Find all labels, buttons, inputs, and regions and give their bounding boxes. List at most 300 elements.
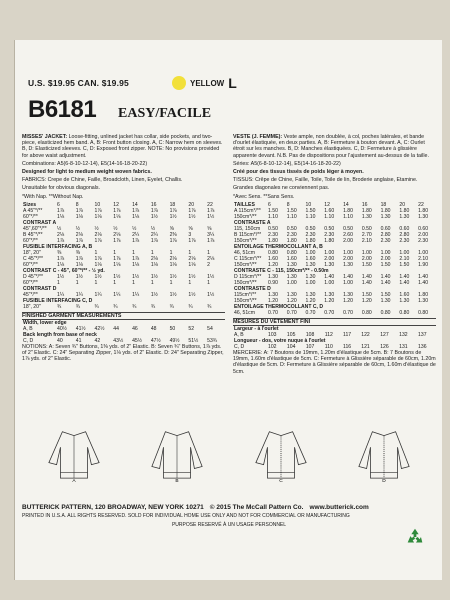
table-cell: 1.30 (399, 297, 410, 304)
table-cell: 1.60 (324, 207, 335, 214)
website-link[interactable]: www.butterick.com (309, 504, 369, 511)
table-cell: 1.20 (268, 297, 278, 304)
table-cell: 1½ (113, 273, 121, 280)
table-cell: 2.00 (324, 255, 335, 262)
table-cell: ¾ (169, 303, 174, 310)
nap-note: *With Nap. **Without Nap. (22, 193, 84, 200)
finished-measurements-title: FINISHED GARMENT MEASUREMENTS (22, 312, 225, 320)
table-cell: 54 (207, 326, 213, 333)
table-cell: 41½ (75, 326, 86, 333)
table-cell: 1.20 (324, 297, 335, 304)
section-heading: ENTOILAGE THERMOCOLLANT A, B (234, 243, 323, 250)
table-cell: 1.30 (305, 273, 316, 280)
table-cell: 1⅞ (113, 207, 121, 214)
table-cell: 1½ (207, 273, 215, 280)
yellow-label: YELLOW (190, 78, 225, 88)
table-cell: 1½ (132, 273, 140, 280)
row-label: 18", 20" (23, 249, 41, 256)
table-cell: 1.40 (324, 273, 335, 280)
table-cell: 1.00 (399, 249, 410, 256)
table-cell: 104 (286, 344, 296, 351)
table-cell: 1 (188, 279, 192, 286)
table-cell: 1½ (150, 291, 158, 298)
table-cell: 2¼ (132, 231, 140, 238)
table-cell: 1.00 (343, 249, 353, 256)
table-cell: 1½ (57, 273, 65, 280)
table-cell: ½ (150, 225, 156, 232)
description (22, 134, 225, 159)
size-letter: L (228, 75, 237, 91)
table-cell: 1⅛ (188, 261, 196, 268)
table-cell: 1 (57, 279, 60, 286)
table-cell: 0.80 (380, 309, 391, 316)
row-label: TAILLES (234, 201, 255, 208)
description-title: VESTE (J. FEMME): (233, 134, 283, 140)
table-cell: 12 (324, 201, 330, 208)
table-cell: 42 (94, 338, 101, 345)
table-cell: 1¼ (94, 291, 102, 298)
table-cell: 1¼ (75, 291, 83, 298)
table-cell: 1.50 (399, 261, 410, 268)
table-cell: 1.30 (305, 291, 316, 298)
table-cell: 1⅛ (113, 261, 121, 268)
table-cell: ½ (75, 225, 81, 232)
french-column (233, 134, 436, 377)
table-cell: 50 (169, 326, 176, 333)
row-label: 60"*/** (23, 261, 38, 268)
table-cell: 1½ (150, 213, 158, 220)
sketch-label: A (72, 479, 76, 482)
table-cell: 1.80 (380, 207, 391, 214)
table-cell: 1.30 (268, 291, 278, 298)
table-cell: 1⅛ (169, 261, 177, 268)
table-cell: 1⅞ (150, 237, 158, 244)
table-cell: 1⅛ (113, 213, 121, 220)
table-row (22, 304, 225, 310)
table-cell: 1.00 (305, 279, 316, 286)
table-cell: 10 (94, 201, 101, 208)
table-cell: 2⅜ (169, 231, 177, 238)
row-label: 60"*/** (23, 213, 38, 220)
table-cell: 1.00 (324, 249, 335, 256)
row-label: 150cm*/** (234, 237, 257, 244)
table-cell: 2.00 (343, 255, 353, 262)
row-label: A, B (234, 332, 244, 339)
table-cell: 1½ (188, 213, 196, 220)
table-cell: 1⅛ (94, 261, 102, 268)
table-cell: 43½ (113, 338, 124, 345)
table-cell: 2⅛ (169, 255, 177, 262)
table-cell: 1.20 (361, 297, 372, 304)
table-cell: 1⅞ (94, 237, 102, 244)
table-cell: 0.80 (399, 309, 410, 316)
table-cell: 0.50 (361, 225, 372, 232)
table-cell: 1.50 (361, 261, 372, 268)
table-cell: 1.10 (343, 213, 353, 220)
price-label: U.S. $19.95 CAN. $19.95 (28, 78, 129, 88)
table-cell: 1⅞ (150, 207, 158, 214)
table-cell: 1.60 (305, 255, 316, 262)
table-cell: 1⅞ (207, 237, 215, 244)
table-cell: 2⅛ (207, 255, 215, 262)
row-label: C 115cm*/** (234, 255, 262, 262)
table-cell: 110 (324, 344, 333, 351)
table-cell: 1½ (188, 291, 196, 298)
table-cell: 1.20 (305, 297, 316, 304)
table-cell: 1⅞ (169, 207, 177, 214)
table-cell: 1⅛ (75, 261, 83, 268)
table-cell: ¾ (207, 303, 212, 310)
table-cell: 1.00 (324, 279, 335, 286)
table-cell: 1⅞ (188, 207, 196, 214)
unsuitable: Unsuitable for obvious diagonals. (22, 185, 101, 192)
envelope-footer (22, 504, 436, 528)
row-label: 18", 20" (23, 303, 41, 310)
table-cell: 1 (169, 249, 173, 256)
table-cell: 2 (207, 261, 210, 268)
table-cell: 1⅛ (57, 213, 65, 220)
table-cell: 1.40 (399, 273, 410, 280)
recycle-icon (404, 526, 426, 548)
yellow-dot-icon (172, 76, 186, 90)
table-cell: 1⅞ (75, 255, 83, 262)
table-cell: 1 (188, 249, 192, 256)
table-cell: 1.80 (305, 237, 316, 244)
row-label: A 115cm*/** (234, 207, 261, 214)
garment-sketches (22, 424, 436, 486)
table-cell: 0.50 (324, 225, 335, 232)
table-cell: 1⅞ (75, 207, 83, 214)
row-label: 150cm*/** (234, 297, 257, 304)
row-label: A 45"*/** (23, 207, 43, 214)
sketch-c (252, 424, 310, 482)
row-label: 46, 51cm (234, 309, 255, 316)
table-cell: 2⅛ (57, 231, 65, 238)
table-cell: 131 (399, 344, 408, 351)
table-cell: 132 (399, 332, 408, 339)
table-cell: 1.30 (399, 213, 410, 220)
table-cell: 0.60 (399, 225, 410, 232)
description-text: Veste ample, non doublée, à col, poches latérales, et bande d'ourlet élastiquée, en deux parties. A, B: Fermeture à bouton devant. A, C: Ourlet étroit sur les manches. B, D: Manches élastiquées. C, D: Fermeture à glissière apparente devant. N.B. Pas de dispositions pour l'ajustement au-dessus de la taille. (233, 134, 429, 159)
row-label: 60"*/** (23, 237, 38, 244)
table-cell: 1⅞ (169, 237, 177, 244)
table-cell: 1.30 (361, 213, 372, 220)
table-cell: 2⅛ (188, 255, 196, 262)
row-label: 150cm*/** (234, 279, 257, 286)
measurements-table (233, 326, 436, 350)
table-cell: ⅝ (169, 225, 174, 232)
table-cell: 1.30 (324, 291, 335, 298)
table-cell: 1⅞ (132, 237, 140, 244)
pattern-number: B6181 (28, 96, 97, 123)
fabrics: FABRICS: Crepe de Chine, Faille, Broadcloth, Linen, Eyelet, Challis. (22, 177, 183, 184)
table-cell: 1 (150, 279, 154, 286)
row-label: 45",60"*/** (23, 225, 47, 232)
table-cell: 107 (305, 344, 315, 351)
printed-notice: PRINTED IN U.S.A. ALL RIGHTS RESERVED. SOLD FOR INDIVIDUAL HOME USE ONLY AND NOT FOR COMMERCIAL OR MANUFACTURING (22, 513, 350, 519)
table-cell: 14 (343, 201, 349, 208)
measurements-table (22, 320, 225, 344)
table-cell: 2.10 (361, 237, 372, 244)
combinations: Combinations: A5(6-8-10-12-14), E5(14-16-18-20-22) (22, 160, 148, 167)
table-cell: 126 (380, 344, 389, 351)
table-cell: 8 (75, 201, 79, 208)
notions: MERCERIE: A: 7 Boutons de 19mm, 1.20m d'élastique de 5cm. B: 7 Boutons de 19mm, 1.60m d'élastique de 5cm. C: Fermeture à Glissière séparable de 60cm, 1.20m d'élastique de 5cm. D: Fermeture à Glissière séparable de 60cm, 1.60m d'élastique de 5cm. (233, 350, 436, 375)
table-cell: 0.50 (343, 225, 353, 232)
row-label: C 45"*/** (23, 255, 43, 262)
table-cell: 1.80 (343, 207, 353, 214)
section-heading: CONTRAST C - 45", 60"*/** - ½ yd. (23, 267, 105, 274)
table-cell: 0.70 (343, 309, 353, 316)
table-cell: 2.80 (380, 231, 391, 238)
table-cell: 6 (268, 201, 271, 208)
table-cell: 2⅛ (94, 231, 102, 238)
section-heading: CONTRASTE D (234, 285, 271, 292)
table-cell: 1.50 (268, 207, 278, 214)
difficulty-label: EASY/FACILE (118, 106, 212, 121)
table-cell: 2.30 (286, 231, 297, 238)
table-cell: 3 (188, 231, 192, 238)
row-label: 60"*/** (23, 279, 38, 286)
table-cell: 1 (75, 279, 79, 286)
table-cell: 1⅛ (150, 261, 158, 268)
table-cell: 116 (343, 344, 352, 351)
table-cell: 105 (286, 332, 296, 339)
sketch-label: D (382, 479, 386, 482)
table-cell: 1.30 (286, 273, 297, 280)
designed-for: Designed for light to medium weight woven fabrics. (22, 169, 152, 176)
table-cell: 1.30 (418, 213, 429, 220)
table-cell: 1.30 (343, 261, 353, 268)
table-cell: 2.30 (324, 231, 335, 238)
table-cell: 2.30 (418, 237, 429, 244)
table-cell: 1.00 (343, 279, 353, 286)
unsuitable: Grandes diagonales ne conviennent pas. (233, 185, 330, 192)
table-cell: 1.50 (361, 291, 372, 298)
table-cell: 1.50 (286, 207, 297, 214)
table-cell: 22 (418, 201, 424, 208)
table-cell: 1½ (169, 213, 177, 220)
table-cell: 0.60 (380, 225, 391, 232)
table-cell: 1.20 (268, 261, 278, 268)
table-cell: 1 (113, 249, 117, 256)
table-cell: 46 (132, 326, 138, 333)
table-cell: 53¾ (207, 338, 218, 345)
row-label: B 115cm*/** (234, 231, 262, 238)
table-cell: 1⅛ (75, 213, 83, 220)
table-cell: ⅜ (75, 249, 81, 256)
designed-for: Créé pour des tissus tissés de poids léger à moyen. (233, 169, 364, 176)
table-cell: 1.10 (268, 213, 278, 220)
table-cell: 42½ (94, 326, 105, 333)
section-heading: Largeur - à l'ourlet (234, 326, 279, 333)
table-cell: 2.00 (418, 231, 429, 238)
table-cell: 1⅞ (132, 207, 140, 214)
table-cell: 0.70 (268, 309, 278, 316)
table-cell: 0.50 (286, 225, 297, 232)
table-cell: 2¼ (150, 231, 158, 238)
table-cell: 2.80 (399, 231, 410, 238)
table-cell: 1.00 (361, 249, 372, 256)
table-cell: 8 (286, 201, 290, 208)
table-cell: 1⅞ (207, 207, 215, 214)
table-cell: 2.00 (380, 255, 391, 262)
table-cell: 1.40 (343, 273, 353, 280)
section-heading: CONTRAST A (23, 219, 57, 226)
table-cell: 1½ (75, 273, 83, 280)
description-text: Loose-fitting, unlined jacket has collar, side pockets, and two-piece, elasticized hem band. A, B: Front button closing. A, C: Narrow hem on sleeves. B, D: Elasticized sleeves. C, D: Exposed front zipper. NOTE: No provisions provided for above waist adjustment. (22, 134, 223, 159)
table-cell: ⅝ (188, 225, 193, 232)
table-cell: ¾ (113, 303, 118, 310)
section-heading: Longueur - dos, votre nuque à l'ourlet (234, 338, 326, 345)
table-cell: 0.60 (418, 225, 429, 232)
table-cell: 12 (113, 201, 119, 208)
table-cell: 1.40 (361, 279, 372, 286)
table-cell: 1.10 (324, 213, 335, 220)
section-heading: ENTOILAGE THERMOCOLLANT C, D (234, 303, 324, 310)
table-cell: 1 (94, 279, 98, 286)
table-cell: 1⅞ (132, 255, 140, 262)
row-label: D 115cm*/** (234, 273, 262, 280)
table-cell: 1.40 (361, 273, 372, 280)
table-cell: 2.30 (268, 231, 278, 238)
table-cell: 1⅞ (57, 207, 65, 214)
table-cell: 1.20 (343, 297, 353, 304)
table-cell: 1.50 (380, 261, 391, 268)
table-cell: 1 (169, 279, 173, 286)
footer-company-line (22, 504, 436, 511)
table-cell: 117 (343, 332, 352, 339)
table-cell: 0.70 (305, 309, 316, 316)
table-cell: 1.30 (268, 273, 278, 280)
table-cell: 102 (268, 344, 277, 351)
table-cell: 0.70 (286, 309, 297, 316)
table-cell: 0.50 (305, 225, 316, 232)
table-cell: 40 (57, 338, 63, 345)
table-cell: 1½ (207, 291, 215, 298)
english-column (22, 134, 225, 377)
table-cell: 1 (132, 279, 135, 286)
table-cell: 1.30 (324, 261, 335, 268)
table-cell: 1.50 (305, 207, 316, 214)
table-cell: 44 (113, 326, 119, 333)
sketch-label: B (175, 479, 179, 482)
section-heading: FUSIBLE INTERFACING A, B (23, 243, 93, 250)
table-cell: 1⅞ (94, 207, 102, 214)
table-cell: 0.50 (268, 225, 278, 232)
table-cell: 1.40 (399, 279, 410, 286)
table-cell: 1.60 (399, 291, 410, 298)
table-cell: 1⅛ (132, 261, 140, 268)
section-heading: Width, lower edge (23, 320, 67, 327)
info-columns (22, 134, 436, 377)
table-cell: 2.00 (361, 255, 372, 262)
table-cell: ¾ (132, 303, 137, 310)
sketch-label: C (279, 479, 283, 482)
table-cell: 16 (361, 201, 368, 208)
table-cell: ¾ (94, 303, 99, 310)
row-label: 150cm*/** (234, 213, 257, 220)
table-cell: 1.30 (380, 213, 391, 220)
section-heading: Back length from base of neck (23, 332, 97, 339)
sketch-b (148, 424, 206, 482)
table-cell: 1⅞ (57, 237, 65, 244)
table-cell: 3¼ (207, 231, 215, 238)
table-cell: 1¼ (113, 291, 121, 298)
table-cell: 2.00 (343, 237, 353, 244)
table-cell: 1.10 (305, 213, 316, 220)
table-cell: 1.80 (399, 207, 410, 214)
table-cell: 103 (268, 332, 277, 339)
row-label: B 45"*/** (23, 231, 43, 238)
table-cell: 1.40 (380, 279, 391, 286)
table-cell: 48 (150, 326, 157, 333)
table-cell: 0.80 (268, 249, 278, 256)
row-label: 150cm*/** (234, 261, 257, 268)
description-title: MISSES' JACKET: (22, 134, 68, 140)
table-cell: 1.90 (418, 261, 429, 268)
table-cell: 1.20 (286, 297, 297, 304)
table-cell: 1 (132, 249, 135, 256)
notions: NOTIONS: A: Seven ¾" Buttons, 1⅜ yds. of 2" Elastic. B: Seven ¾" Buttons, 1⅞ yds. of 2" Elastic. C: 24" Separating Zipper, 1⅛ yds. of 2" Elastic. D: 24" Separating Zipper, 1⅞ yds. of 2" Elastic. (22, 344, 224, 363)
sketch-a (45, 424, 103, 482)
table-cell: 1.30 (380, 297, 391, 304)
table-cell: 1½ (94, 273, 102, 280)
table-cell: 1½ (169, 291, 177, 298)
table-cell: 1.40 (380, 273, 391, 280)
table-cell: 1.80 (418, 207, 429, 214)
table-cell: 41 (75, 338, 82, 345)
table-cell: 1½ (169, 273, 177, 280)
row-label: 115cm*/** (234, 291, 257, 298)
table-cell: 22 (207, 201, 213, 208)
table-cell: 1½ (150, 273, 158, 280)
table-cell: ½ (94, 225, 99, 232)
table-row (233, 310, 436, 316)
finished-measurements-title: MESURES DU VÊTEMENT FINI (233, 318, 436, 326)
table-cell: ½ (132, 225, 137, 232)
description (233, 134, 436, 159)
table-cell: 18 (169, 201, 176, 208)
table-cell: 127 (380, 332, 389, 339)
table-cell: 108 (305, 332, 315, 339)
table-cell: 20 (399, 201, 406, 208)
row-label: 46, 51cm (234, 249, 255, 256)
table-cell: 1.60 (286, 255, 297, 262)
company-address: BUTTERICK PATTERN, 120 BROADWAY, NEW YORK 10271 (22, 504, 204, 511)
table-cell: 2⅛ (75, 231, 83, 238)
table-cell: 40½ (57, 326, 67, 333)
table-cell: 1.00 (305, 249, 316, 256)
fabrics: TISSUS: Crêpe de Chine, Faille, Toile, Toile de lin, Broderie anglaise, Etamine. (233, 177, 418, 184)
table-cell: 1⅞ (188, 237, 196, 244)
table-cell: 1.40 (418, 279, 429, 286)
table-cell: 1.80 (361, 207, 372, 214)
table-cell: 1 (94, 249, 98, 256)
yardage-table (233, 202, 436, 316)
table-cell: 2.30 (305, 231, 316, 238)
envelope-header (22, 44, 436, 134)
table-cell: 16 (150, 201, 157, 208)
table-cell: 1½ (207, 213, 215, 220)
table-cell: 47½ (150, 338, 161, 345)
table-cell: 1.00 (286, 279, 297, 286)
table-cell: 0.80 (361, 309, 372, 316)
table-cell: ¾ (57, 303, 62, 310)
table-cell: 1⅛ (94, 213, 102, 220)
table-cell: ¾ (75, 303, 81, 310)
table-cell: ⅜ (57, 249, 62, 256)
